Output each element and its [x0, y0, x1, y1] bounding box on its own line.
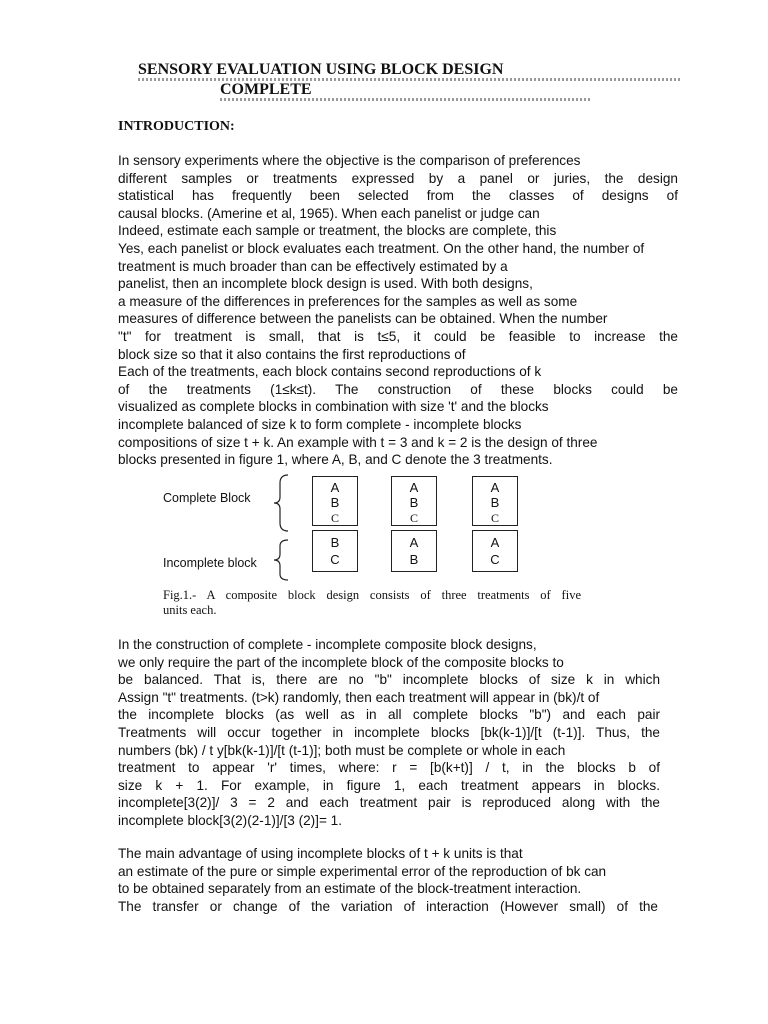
brace-complete: [272, 473, 292, 533]
text-line: numbers (bk) / t y[bk(k-1)]/[t (t-1)]; both must be complete or whole in each: [118, 742, 566, 758]
text-line: the incomplete blocks (as well as in all complete blocks "b") and each pair: [118, 707, 660, 723]
text-line: we only require the part of the incomplete block of the composite blocks to: [118, 654, 564, 670]
text-line: The transfer or change of the variation of interaction (However small) of the: [118, 898, 658, 914]
text-line: be balanced. That is, there are no "b" incomplete blocks of size k in which: [118, 672, 660, 688]
treatment-cell: C: [490, 511, 499, 525]
text-line: compositions of size t + k. An example with t = 3 and k = 2 is the design of three: [118, 434, 598, 450]
incomplete-block-3: [472, 530, 518, 572]
treatment-cell: A: [490, 535, 500, 550]
caption-line: units each.: [163, 603, 217, 617]
text-line: treatment to appear 'r' times, where: r = [b(k+t)] / t, in the blocks b of: [118, 760, 660, 776]
text-line: different samples or treatments expressed by a panel or juries, the design: [118, 170, 678, 186]
treatment-cell: B: [490, 495, 500, 510]
complete-block-2: [391, 476, 437, 526]
text-line: visualized as complete blocks in combination with size 't' and the blocks: [118, 399, 549, 415]
treatment-cell: C: [409, 511, 418, 525]
treatment-cell: C: [330, 552, 340, 567]
text-line: incomplete balanced of size k to form complete - incomplete blocks: [118, 416, 522, 432]
treatment-cell: B: [330, 535, 340, 550]
treatment-cell: A: [490, 480, 500, 495]
text-line: incomplete block[3(2)(2-1)]/[3 (2)]= 1.: [118, 812, 343, 828]
text-line: an estimate of the pure or simple experimental error of the reproduction of bk can: [118, 863, 607, 879]
treatment-cell: B: [409, 552, 419, 567]
text-line: Yes, each panelist or block evaluates each treatment. On the other hand, the number of: [118, 240, 645, 256]
complete-block-3: [472, 476, 518, 526]
spellcheck-underline: [220, 98, 592, 101]
text-line: a measure of the differences in preferences for the samples as well as some: [118, 293, 578, 309]
caption-line: Fig.1.- A composite block design consists of three treatments of five: [163, 588, 581, 602]
section-heading: INTRODUCTION:: [118, 119, 235, 134]
treatment-cell: B: [409, 495, 419, 510]
text-line: causal blocks. (Amerine et al, 1965). When each panelist or judge can: [118, 205, 540, 221]
text-line: panelist, then an incomplete block design is used. With both designs,: [118, 276, 533, 292]
text-line: incomplete[3(2)]/ 3 = 2 and each treatment pair is reproduced along with the: [118, 795, 660, 811]
paragraph-construction: [118, 636, 660, 830]
text-line: In sensory experiments where the objective is the comparison of preferences: [118, 153, 581, 168]
treatment-cell: A: [330, 480, 340, 495]
treatment-cell: B: [330, 495, 340, 510]
complete-block-1: [312, 476, 358, 526]
treatment-cell: C: [330, 511, 339, 525]
text-line: treatment is much broader than can be effectively estimated by a: [118, 258, 508, 274]
text-line: "t" for treatment is small, that is t≤5, it could be feasible to increase the: [118, 328, 678, 344]
incomplete-block-2: [391, 530, 437, 572]
text-line: Each of the treatments, each block contains second reproductions of k: [118, 364, 542, 380]
text-line: In the construction of complete - incomplete composite block designs,: [118, 637, 537, 652]
document-title-continued: COMPLETE: [220, 81, 312, 98]
label-incomplete-block: Incomplete block: [163, 556, 257, 570]
paragraph-introduction: [118, 152, 678, 469]
paragraph-advantage: [118, 845, 658, 915]
text-line: of the treatments (1≤k≤t). The construction of these blocks could be: [118, 381, 678, 397]
treatment-cell: A: [409, 480, 419, 495]
brace-incomplete: [272, 538, 292, 582]
text-line: Treatments will occur together in incomplete blocks [bk(k-1)]/[t (t-1)]. Thus, the: [118, 724, 660, 740]
document-title: SENSORY EVALUATION USING BLOCK DESIGN: [138, 61, 504, 78]
text-line: block size so that it also contains the first reproductions of: [118, 346, 466, 362]
incomplete-block-1: [312, 530, 358, 572]
text-line: blocks presented in figure 1, where A, B, and C denote the 3 treatments.: [118, 452, 553, 468]
text-line: to be obtained separately from an estimate of the block-treatment interaction.: [118, 881, 582, 897]
text-line: statistical has frequently been selected from the classes of designs of: [118, 188, 678, 204]
label-complete-block: Complete Block: [163, 491, 251, 505]
text-line: size k + 1. For example, in figure 1, each treatment appears in blocks.: [118, 777, 660, 793]
figure-caption: [163, 588, 581, 618]
treatment-cell: A: [409, 535, 419, 550]
text-line: Indeed, estimate each sample or treatment, the blocks are complete, this: [118, 223, 557, 239]
text-line: Assign "t" treatments. (t>k) randomly, then each treatment will appear in (bk)/t of: [118, 689, 600, 705]
text-line: The main advantage of using incomplete blocks of t + k units is that: [118, 846, 523, 861]
treatment-cell: C: [490, 552, 500, 567]
text-line: measures of difference between the panelists can be obtained. When the number: [118, 311, 608, 327]
